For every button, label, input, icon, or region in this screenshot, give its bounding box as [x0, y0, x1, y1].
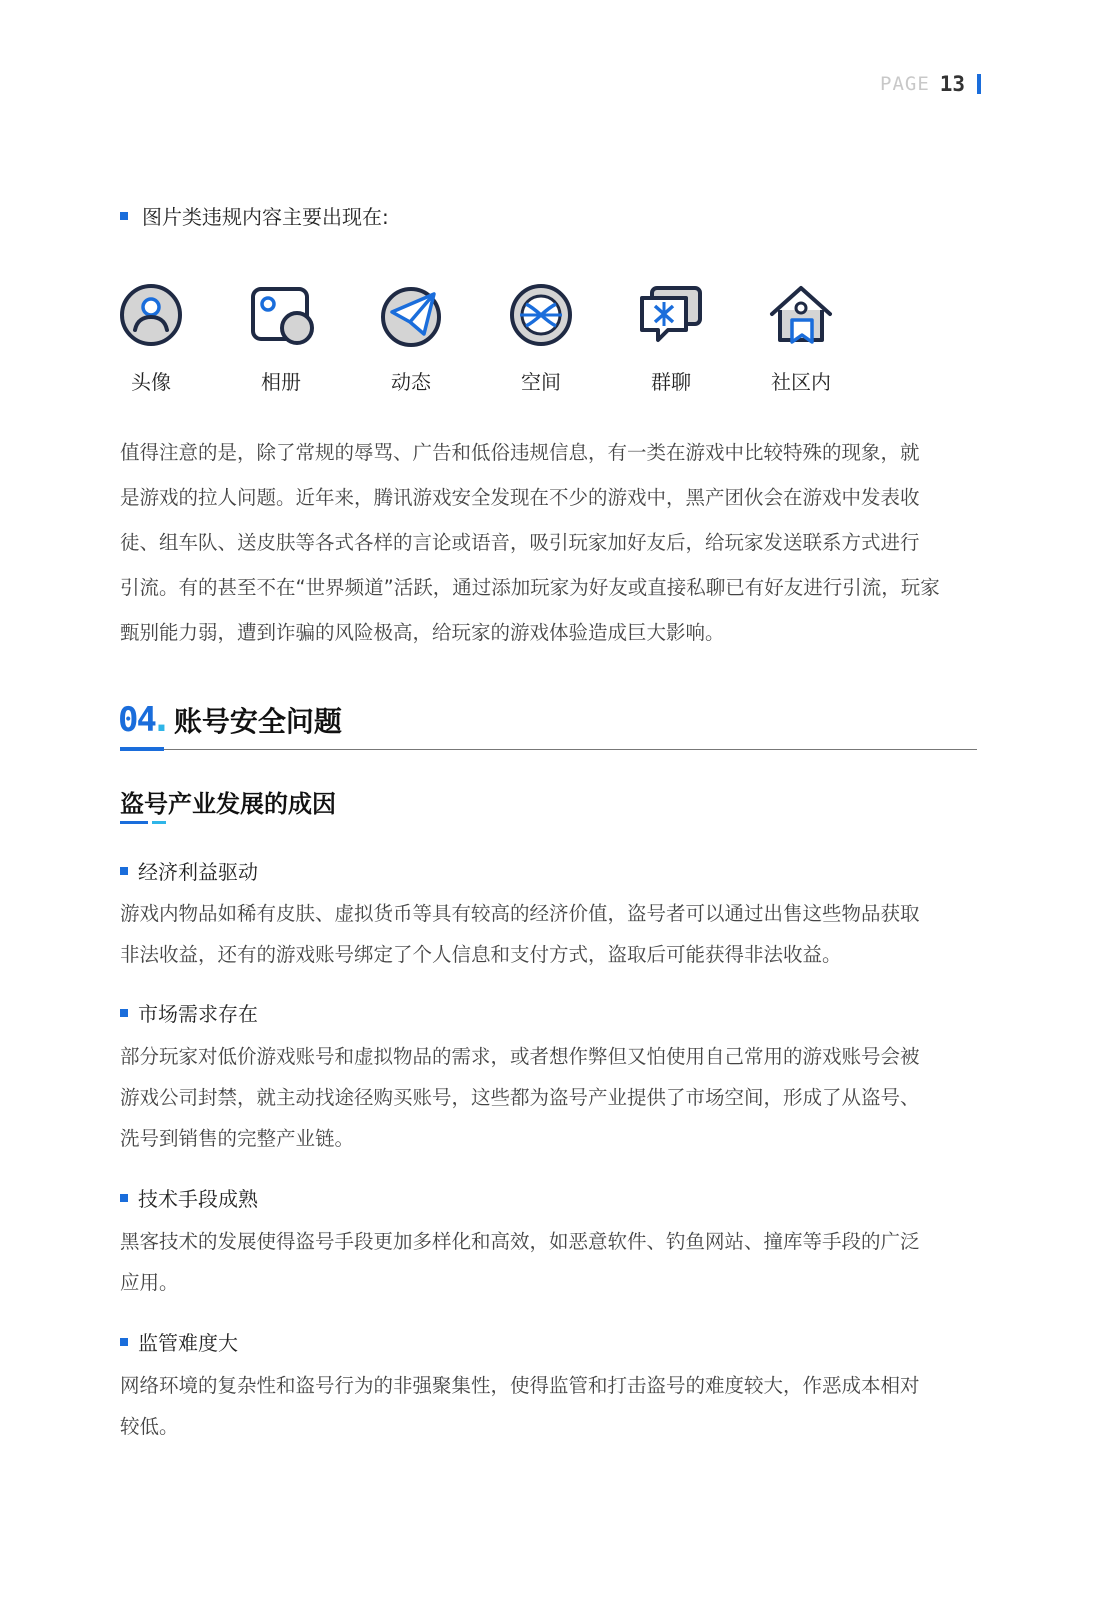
- paper-plane-icon: [378, 282, 444, 348]
- icon-label-space: 空间: [521, 370, 561, 394]
- paragraph-line: 值得注意的是，除了常规的辱骂、广告和低俗违规信息，有一类在游戏中比较特殊的现象，就: [120, 441, 920, 464]
- icon-item-space: [508, 282, 638, 395]
- cause-heading-market: [120, 998, 258, 1027]
- icon-item-group-chat: [638, 282, 768, 395]
- cause-heading-technology: [120, 1183, 258, 1212]
- cause-body-technology: [120, 1221, 980, 1303]
- icon-item-community: [768, 282, 898, 395]
- bullet-square: [120, 867, 128, 875]
- avatar-icon: [118, 282, 184, 348]
- cause-line: 游戏内物品如稀有皮肤、虚拟货币等具有较高的经济价值，盗号者可以通过出售这些物品获取: [120, 902, 920, 925]
- section-divider: [120, 749, 977, 750]
- section-dot: .: [154, 700, 168, 740]
- cause-line: 网络环境的复杂性和盗号行为的非强聚集性，使得监管和打击盗号的难度较大，作恶成本相对: [120, 1374, 920, 1397]
- icon-label-avatar: 头像: [131, 370, 171, 394]
- cause-body-market: [120, 1036, 980, 1159]
- cause-heading-text: 市场需求存在: [138, 1002, 258, 1026]
- cause-heading-text: 监管难度大: [138, 1331, 238, 1355]
- subsection-underline-cyan: [152, 821, 166, 824]
- icon-item-avatar: [118, 282, 248, 395]
- bullet-square: [120, 1194, 128, 1202]
- page-number-label: [880, 72, 981, 96]
- page-number: 13: [939, 72, 966, 96]
- group-chat-icon: [638, 282, 704, 348]
- cause-body-regulation: [120, 1365, 980, 1447]
- cause-heading-economic: [120, 856, 258, 885]
- cause-line: 较低。: [120, 1415, 179, 1438]
- paragraph-line: 是游戏的拉人问题。近年来，腾讯游戏安全发现在不少的游戏中，黑产团伙会在游戏中发表收: [120, 486, 920, 509]
- cause-heading-regulation: [120, 1327, 238, 1356]
- icon-item-album: [248, 282, 378, 395]
- cause-line: 应用。: [120, 1271, 179, 1294]
- page-accent-bar: [977, 74, 981, 94]
- image-violations-heading: [120, 201, 389, 230]
- icon-item-moments: [378, 282, 508, 395]
- heading-text: 图片类违规内容主要出现在:: [142, 205, 389, 229]
- page-word: PAGE: [880, 73, 930, 95]
- section-number: 04: [118, 700, 155, 740]
- cause-body-economic: [120, 893, 980, 975]
- subsection-title: 盗号产业发展的成因: [120, 790, 336, 818]
- paragraph-line: 徒、组车队、送皮肤等各式各样的言论或语音，吸引玩家加好友后，给玩家发送联系方式进行: [120, 531, 920, 554]
- space-icon: [508, 282, 574, 348]
- cause-line: 部分玩家对低价游戏账号和虚拟物品的需求，或者想作弊但又怕使用自己常用的游戏账号会被: [120, 1045, 920, 1068]
- cause-line: 游戏公司封禁，就主动找途径购买账号，这些都为盗号产业提供了市场空间，形成了从盗号、: [120, 1086, 920, 1109]
- icon-label-album: 相册: [261, 370, 301, 394]
- community-home-icon: [768, 282, 834, 348]
- icon-row: [118, 282, 898, 395]
- cause-line: 黑客技术的发展使得盗号手段更加多样化和高效，如恶意软件、钓鱼网站、撞库等手段的广泛: [120, 1230, 920, 1253]
- icon-label-community: 社区内: [771, 370, 831, 394]
- section-title: [118, 700, 342, 740]
- cause-heading-text: 技术手段成熟: [138, 1187, 258, 1211]
- subsection-underline-blue: [120, 821, 148, 824]
- paragraph-line: 引流。有的甚至不在“世界频道”活跃，通过添加玩家为好友或直接私聊已有好友进行引流，玩家: [120, 576, 940, 599]
- bullet-square: [120, 1009, 128, 1017]
- bullet-square: [120, 212, 128, 220]
- icon-label-group-chat: 群聊: [651, 370, 691, 394]
- paragraph-line: 甄别能力弱，遭到诈骗的风险极高，给玩家的游戏体验造成巨大影响。: [120, 621, 725, 644]
- album-icon: [248, 282, 314, 348]
- cause-line: 非法收益，还有的游戏账号绑定了个人信息和支付方式，盗取后可能获得非法收益。: [120, 943, 842, 966]
- pulling-users-paragraph: [120, 430, 980, 655]
- cause-line: 洗号到销售的完整产业链。: [120, 1127, 355, 1150]
- icon-label-moments: 动态: [391, 370, 431, 394]
- cause-heading-text: 经济利益驱动: [138, 860, 258, 884]
- bullet-square: [120, 1338, 128, 1346]
- section-title-text: 账号安全问题: [173, 705, 342, 738]
- section-divider-accent: [120, 747, 164, 751]
